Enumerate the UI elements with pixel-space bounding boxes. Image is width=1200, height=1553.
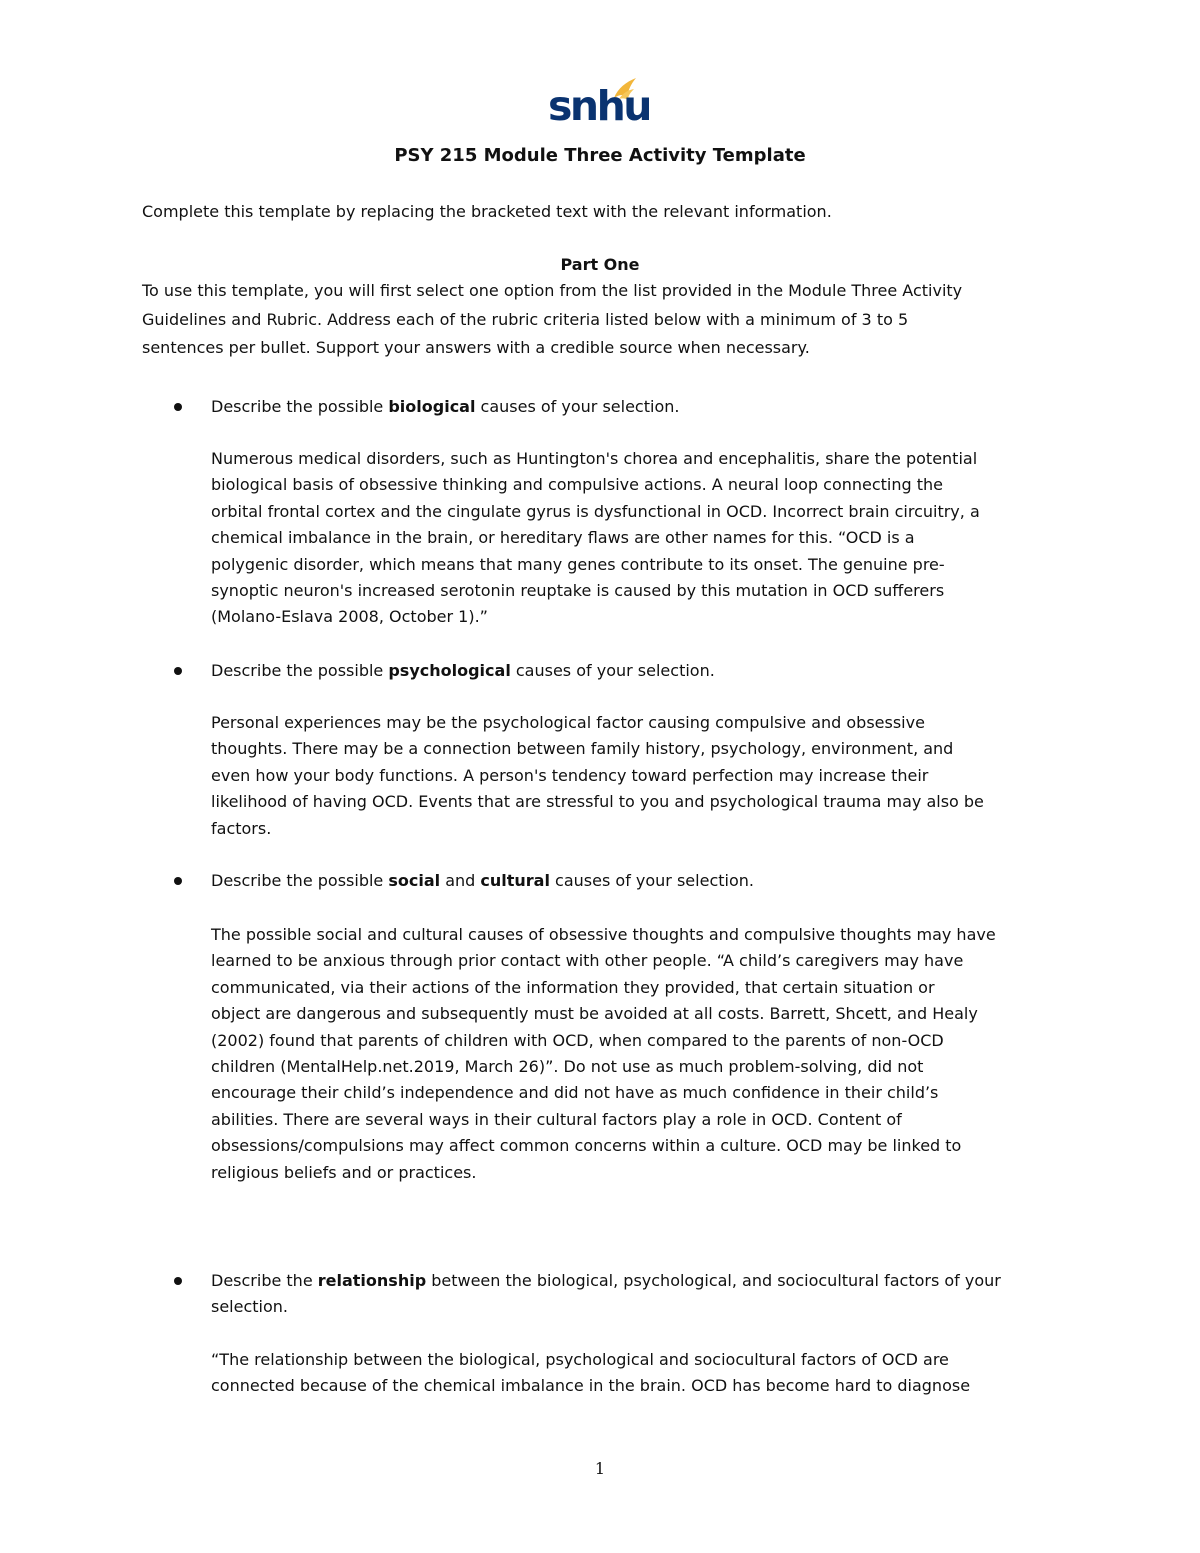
prompt-keyword: psychological <box>388 661 511 680</box>
bullet-prompt-biological <box>211 394 679 420</box>
part-one-heading: Part One <box>560 255 640 274</box>
answer-line: biological basis of obsessive thinking and compulsive actions. A neural loop connecting the <box>211 475 944 495</box>
page-number: 1 <box>594 1459 606 1478</box>
prompt-segment: Describe the possible <box>211 871 389 890</box>
answer-line: chemical imbalance in the brain, or hereditary flaws are other names for this. “OCD is a <box>211 528 915 548</box>
answer-line: religious beliefs and or practices. <box>211 1162 477 1182</box>
answer-line: Personal experiences may be the psychological factor causing compulsive and obsessive <box>211 713 925 732</box>
bullet-prompt-social-cultural <box>211 868 754 894</box>
prompt-keyword: relationship <box>317 1271 427 1290</box>
answer-line: synoptic neuron's increased serotonin reuptake is caused by this mutation in OCD sufferers <box>211 580 945 600</box>
answer-psychological <box>211 710 984 842</box>
answer-line: likelihood of having OCD. Events that are stressful to you and psychological trauma may also be <box>211 792 984 812</box>
prompt-keyword: social <box>388 871 441 890</box>
answer-line: object are dangerous and subsequently must be avoided at all costs. Barrett, Shcett, and Healy <box>211 1004 978 1024</box>
instructions-text: Complete this template by replacing the bracketed text with the relevant information. <box>142 202 832 221</box>
prompt-segment: Describe the possible <box>211 397 389 416</box>
answer-line: polygenic disorder, which means that many genes contribute to its onset. The genuine pre- <box>211 554 945 574</box>
answer-line: communicated, via their actions of the information they provided, that certain situation or <box>211 977 935 997</box>
answer-line: thoughts. There may be a connection between family history, psychology, environment, and <box>211 739 954 759</box>
answer-line: “The relationship between the biological, psychological and sociocultural factors of OCD are <box>211 1350 949 1369</box>
bullet-icon <box>174 667 182 675</box>
answer-line: obsessions/compulsions may affect common concerns within a culture. OCD may be linked to <box>211 1136 962 1156</box>
answer-line: factors. <box>211 818 272 838</box>
snhu-logo <box>548 72 648 134</box>
answer-line: (2002) found that parents of children with OCD, when compared to the parents of non-OCD <box>211 1030 944 1050</box>
intro-line: To use this template, you will first select one option from the list provided in the Module Three Activity <box>142 281 963 300</box>
bullet-prompt-psychological <box>211 658 715 684</box>
prompt-keyword: cultural <box>480 871 550 890</box>
prompt-line <box>211 1294 1001 1320</box>
prompt-segment: Describe the possible <box>211 661 389 680</box>
answer-line: (Molano-Eslava 2008, October 1).” <box>211 607 488 627</box>
prompt-line <box>211 868 754 894</box>
bullet-prompt-relationship <box>211 1268 1001 1321</box>
intro-line: Guidelines and Rubric. Address each of the rubric criteria listed below with a minimum of 3 to 5 <box>142 309 909 329</box>
prompt-line <box>211 1268 1001 1294</box>
prompt-segment: selection. <box>211 1297 288 1317</box>
answer-line: connected because of the chemical imbalance in the brain. OCD has become hard to diagnose <box>211 1376 971 1396</box>
answer-social-cultural <box>211 922 996 1186</box>
answer-line: encourage their child’s independence and did not have as much confidence in their child’s <box>211 1083 939 1103</box>
logo-wordmark: snhu <box>548 82 650 130</box>
prompt-segment: causes of your selection. <box>510 661 715 680</box>
answer-line: even how your body functions. A person's tendency toward perfection may increase their <box>211 765 929 785</box>
answer-line: abilities. There are several ways in their cultural factors play a role in OCD. Content of <box>211 1109 902 1129</box>
prompt-segment: causes of your selection. <box>549 871 754 890</box>
answer-line: Numerous medical disorders, such as Huntington's chorea and encephalitis, share the potential <box>211 449 978 468</box>
answer-line: learned to be anxious through prior contact with other people. “A child’s caregivers may have <box>211 951 964 971</box>
page-title: PSY 215 Module Three Activity Template <box>394 145 806 166</box>
answer-relationship <box>211 1347 970 1400</box>
answer-line: The possible social and cultural causes of obsessive thoughts and compulsive thoughts may have <box>211 925 996 944</box>
part-one-intro <box>142 278 962 364</box>
answer-line: children (MentalHelp.net.2019, March 26)”. Do not use as much problem-solving, did not <box>211 1056 924 1076</box>
prompt-line <box>211 394 679 420</box>
prompt-line <box>211 658 715 684</box>
prompt-segment: and <box>440 871 481 890</box>
answer-line: orbital frontal cortex and the cingulate gyrus is dysfunctional in OCD. Incorrect brain circuitry, a <box>211 501 980 521</box>
prompt-segment: Describe the <box>211 1271 318 1290</box>
prompt-segment: causes of your selection. <box>475 397 680 416</box>
bullet-icon <box>174 877 182 885</box>
bullet-icon <box>174 403 182 411</box>
prompt-keyword: biological <box>388 397 476 416</box>
prompt-segment: between the biological, psychological, and sociocultural factors of your <box>426 1271 1001 1290</box>
bullet-icon <box>174 1277 182 1285</box>
intro-line: sentences per bullet. Support your answers with a credible source when necessary. <box>142 338 810 358</box>
answer-biological <box>211 446 980 631</box>
